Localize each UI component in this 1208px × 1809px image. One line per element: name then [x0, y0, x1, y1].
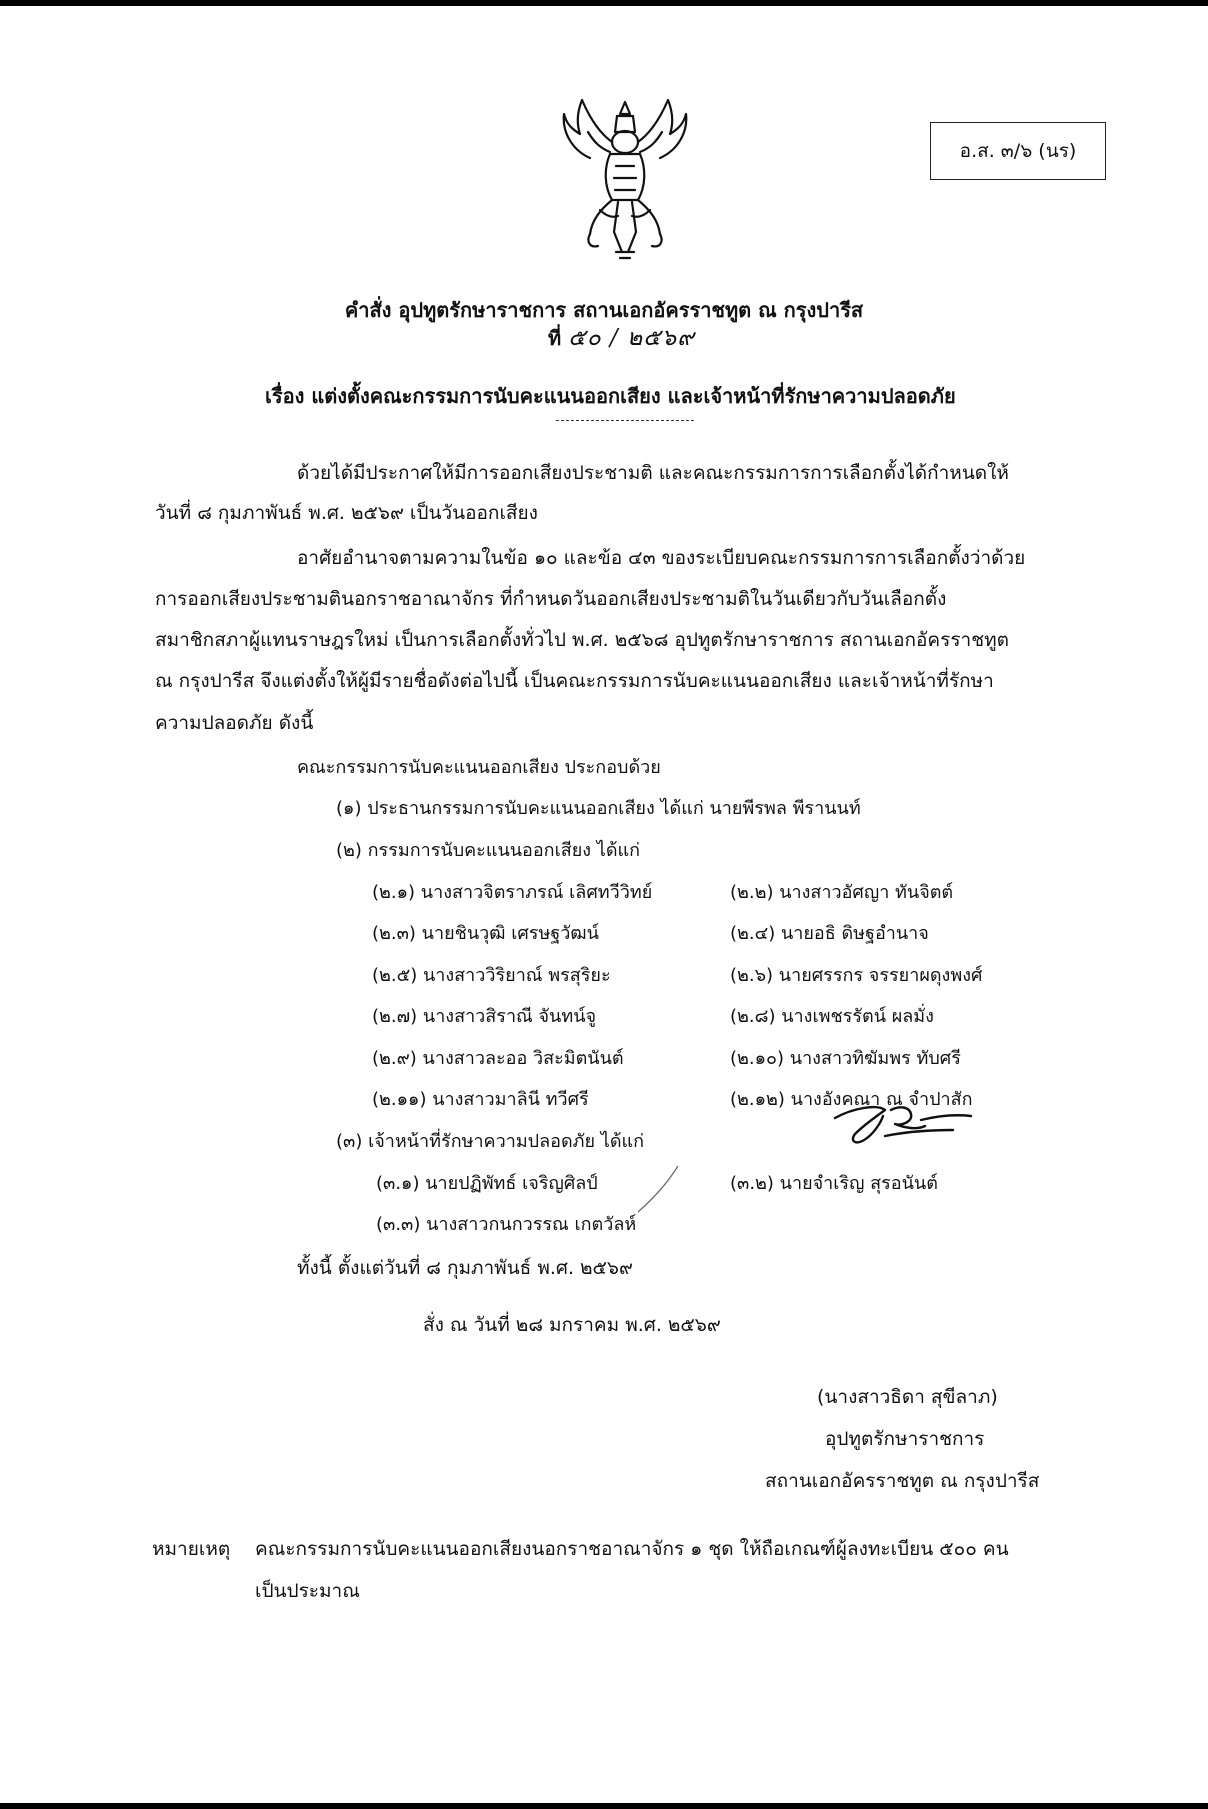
item-security: (๓) เจ้าหน้าที่รักษาความปลอดภัย ได้แก่	[336, 1131, 645, 1152]
note-line1: คณะกรรมการนับคะแนนออกเสียงนอกราชอาณาจักร ๑ ชุด ให้ถือเกณฑ์ผู้ลงทะเบียน ๕๐๐ คน	[255, 1538, 1009, 1560]
form-code-box	[930, 122, 1106, 180]
bottom-border	[0, 1803, 1208, 1809]
member-left: (๒.๓) นายชินวุฒิ เศรษฐวัฒน์	[372, 923, 599, 944]
signatory-organization: สถานเอกอัครราชทูต ณ กรุงปารีส	[765, 1470, 1040, 1492]
member-left: (๒.๕) นางสาววิริยาณ์ พรสุริยะ	[372, 965, 611, 986]
para1-line1: ด้วยได้มีประกาศให้มีการออกเสียงประชามติ และคณะกรรมการการเลือกตั้งได้กำหนดให้	[297, 462, 1009, 484]
committee-heading: คณะกรรมการนับคะแนนออกเสียง ประกอบด้วย	[297, 757, 661, 778]
security-member: (๓.๒) นายจำเริญ สุรอนันต์	[730, 1173, 938, 1194]
member-right: (๒.๘) นางเพชรรัตน์ ผลมั่ง	[730, 1006, 934, 1027]
note-label: หมายเหตุ	[152, 1538, 231, 1560]
form-code: อ.ส. ๓/๖ (นร)	[959, 140, 1077, 162]
note-line2: เป็นประมาณ	[255, 1580, 360, 1602]
order-subject: เรื่อง แต่งตั้งคณะกรรมการนับคะแนนออกเสียง และเจ้าหน้าที่รักษาความปลอดภัย	[265, 384, 956, 408]
effective-date: ทั้งนี้ ตั้งแต่วันที่ ๘ กุมภาพันธ์ พ.ศ. ๒๕๖๙	[297, 1257, 633, 1279]
member-right: (๒.๔) นายอธิ ดิษฐอำนาจ	[730, 923, 929, 944]
member-right: (๒.๑๐) นางสาวทิฆัมพร ทับศรี	[730, 1048, 961, 1069]
para2-line2: การออกเสียงประชามตินอกราชอาณาจักร ที่กำหนดวันออกเสียงประชามติในวันเดียวกับวันเลือกตั้ง	[155, 588, 947, 610]
subject-divider	[556, 420, 694, 421]
order-number-prefix: ที่	[548, 326, 562, 350]
member-right: (๒.๖) นายศรรกร จรรยาผดุงพงศ์	[730, 965, 983, 986]
item-chairman: (๑) ประธานกรรมการนับคะแนนออกเสียง ได้แก่ นายพีรพล พีรานนท์	[336, 798, 861, 819]
para2-line5: ความปลอดภัย ดังนี้	[155, 712, 314, 734]
pen-stroke-mark	[632, 1162, 682, 1217]
member-right: (๒.๒) นางสาวอัศญา ทันจิตต์	[730, 882, 954, 903]
member-left: (๒.๙) นางสาวละออ วิสะมิตนันต์	[372, 1048, 624, 1069]
para2-line4: ณ กรุงปารีส จึงแต่งตั้งให้ผู้มีรายชื่อดังต่อไปนี้ เป็นคณะกรรมการนับคะแนนออกเสียง และเจ้าหน้าที่รักษา	[155, 670, 994, 692]
order-title: คำสั่ง อุปทูตรักษาราชการ สถานเอกอัครราชทูต ณ กรุงปารีส	[344, 298, 864, 322]
security-member: (๓.๑) นายปฏิพัทธ์ เจริญศิลป์	[376, 1173, 598, 1194]
order-number-value: ๕๐ / ๒๕๖๙	[568, 325, 695, 351]
item-committee: (๒) กรรมการนับคะแนนออกเสียง ได้แก่	[336, 840, 641, 861]
signatory-position: อุปทูตรักษาราชการ	[825, 1428, 985, 1450]
para2-line3: สมาชิกสภาผู้แทนราษฎรใหม่ เป็นการเลือกตั้งทั่วไป พ.ศ. ๒๕๖๘ อุปทูตรักษาราชการ สถานเอกอัครราชทูต	[155, 629, 1009, 651]
member-right: (๒.๑๒) นางอังคณา ณ จำปาสัก	[730, 1089, 973, 1110]
member-left: (๒.๑) นางสาวจิตราภรณ์ เลิศทวีวิทย์	[372, 882, 653, 903]
order-number	[548, 320, 695, 356]
signatory-name: (นางสาวธิดา สุขีลาภ)	[817, 1386, 998, 1408]
signature-icon	[825, 1096, 990, 1158]
para2-line1: อาศัยอำนาจตามความในข้อ ๑๐ และข้อ ๔๓ ของระเบียบคณะกรรมการการเลือกตั้งว่าด้วย	[297, 547, 1026, 569]
member-left: (๒.๑๑) นางสาวมาลินี ทวีศรี	[372, 1089, 589, 1110]
order-date: สั่ง ณ วันที่ ๒๘ มกราคม พ.ศ. ๒๕๖๙	[423, 1314, 721, 1336]
security-member: (๓.๓) นางสาวกนกวรรณ เกตวัลห์	[376, 1214, 637, 1235]
garuda-emblem-icon	[560, 92, 690, 267]
para1-line2: วันที่ ๘ กุมภาพันธ์ พ.ศ. ๒๕๖๙ เป็นวันออกเสียง	[155, 502, 538, 524]
top-border	[0, 0, 1208, 6]
member-left: (๒.๗) นางสาวสิราณี จันทน์จู	[372, 1006, 597, 1027]
